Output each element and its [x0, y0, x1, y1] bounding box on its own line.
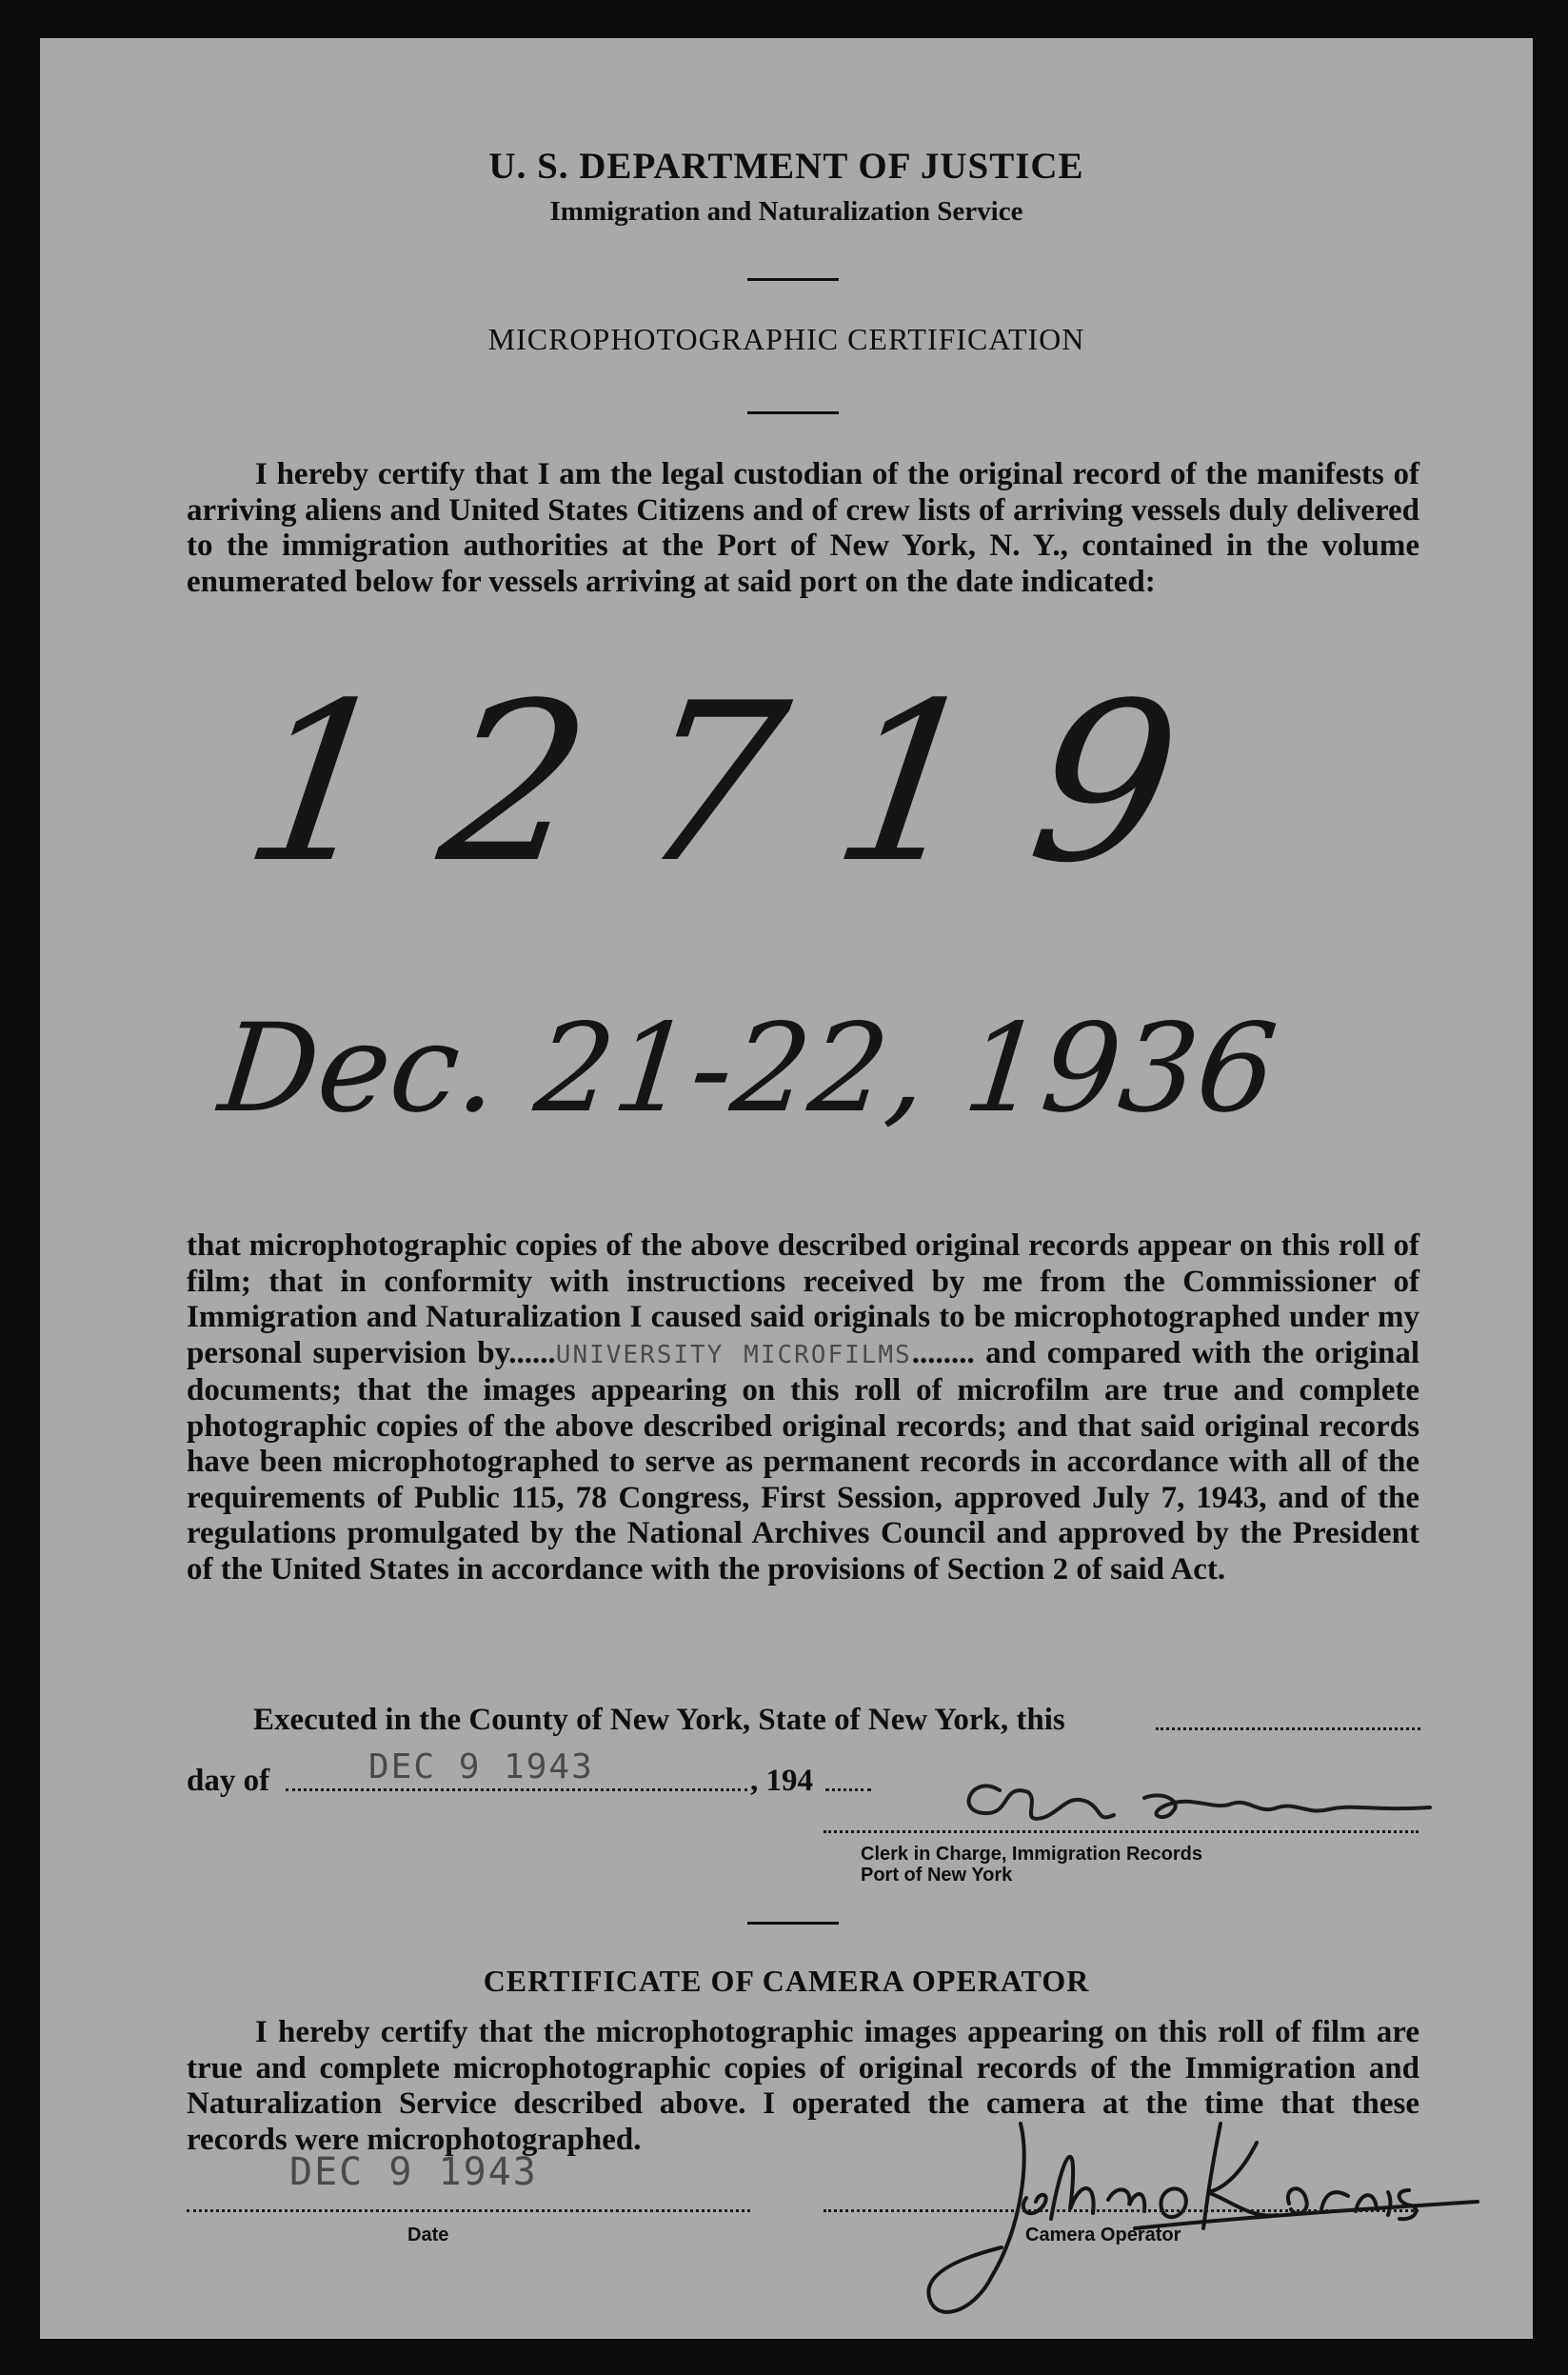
date-range-handwritten: Dec. 21-22, 1936	[213, 998, 1283, 1140]
signature-line	[824, 1830, 1419, 1833]
clerk-title-line2: Port of New York	[861, 1865, 1013, 1886]
body-text-1: that microphotographic copies of the above described original records appear on this roll of film; that in conformity with instructions received by me from the Commissioner of Immigration and Naturalization I caused said originals to be microphotographed under my personal supervision by	[187, 1228, 1419, 1370]
divider	[747, 278, 839, 281]
clerk-title-line1: Clerk in Charge, Immigration Records	[861, 1844, 1202, 1865]
certificate-page	[40, 38, 1533, 2339]
certification-title: MICROPHOTOGRAPHIC CERTIFICATION	[487, 322, 1085, 356]
operator-line	[824, 2209, 1419, 2212]
certification-intro	[187, 457, 1419, 600]
operator-date-stamp: DEC 9 1943	[289, 2150, 538, 2194]
camera-operator-title: CERTIFICATE OF CAMERA OPERATOR	[483, 1964, 1090, 1998]
clerk-title	[861, 1844, 1202, 1886]
divider	[747, 1922, 839, 1925]
year-prefix: , 194	[750, 1764, 813, 1798]
volume-number-handwritten: 12719	[231, 657, 1250, 911]
day-of-blank	[286, 1788, 747, 1791]
day-of-label: day of	[187, 1764, 270, 1798]
operator-signature-text: John O. Karnis	[1116, 2181, 1122, 2182]
camera-operator-label: Camera Operator	[1025, 2225, 1181, 2245]
certification-body: that microphotographic copies of the above described original records appear on this roll of film; that in conformity with instructions received by me from the Commissioner of Immigration and Naturalization I caused said originals to be microphotographed under my personal supervision by......UNIVERSITY MICROFILMS........ and compared with the original documents; that the images appearing on this roll of microfilm are true and complete photographic copies of the above described original records; and that said original records have been microphotographed to serve as permanent records in accordance with all of the requirements of Public 115, 78 Congress, First Session, approved July 7, 1943, and of the regulations promulgated by the National Archives Council and approved by the President of the United States in accordance with the provisions of Section 2 of said Act.	[187, 1228, 1419, 1587]
body-text-2: and compared with the original documents; that the images appearing on this roll of microfilm are true and complete photographic copies of the above described original records; and that said original records have been microphotographed to serve as permanent records in accordance with all of the requirements of Public 115, 78 Congress, First Session, approved July 7, 1943, and of the regulations promulgated by the National Archives Council and approved by the President of the United States in accordance with the provisions of Section 2 of said Act.	[187, 1335, 1419, 1587]
date-label: Date	[407, 2225, 449, 2245]
photographer-stamp: UNIVERSITY MICROFILMS	[555, 1340, 912, 1369]
operator-statement: I hereby certify that the microphotographic images appearing on this roll of film are true and complete microphotographic copies of original records of the Immigration and Naturalization Service described above. I operated the camera at the time that these records were microphotographed.	[187, 2015, 1419, 2157]
divider	[747, 411, 839, 414]
date-line	[187, 2209, 750, 2212]
day-blank	[1156, 1727, 1420, 1730]
operator-signature	[830, 2086, 1497, 2343]
clerk-signature	[859, 1735, 1487, 1859]
service-subheading: Immigration and Naturalization Service	[549, 196, 1023, 227]
executed-line: Executed in the County of New York, State of New York, this	[253, 1703, 1065, 1737]
intro-text: I hereby certify that I am the legal custodian of the original record of the manifests of arriving aliens and United States Citizens and of crew lists of arriving vessels duly delivered to the immigration authorities at the Port of New York, N. Y., contained in the volume enumerated below for vessels arriving at said port on the date indicated:	[187, 457, 1419, 599]
department-heading: U. S. DEPARTMENT OF JUSTICE	[488, 146, 1084, 187]
year-prefix-text: 194	[765, 1764, 813, 1798]
clerk-signature-text: Geo Pracer	[1144, 1830, 1149, 1831]
execution-date-stamp: DEC 9 1943	[368, 1747, 594, 1786]
